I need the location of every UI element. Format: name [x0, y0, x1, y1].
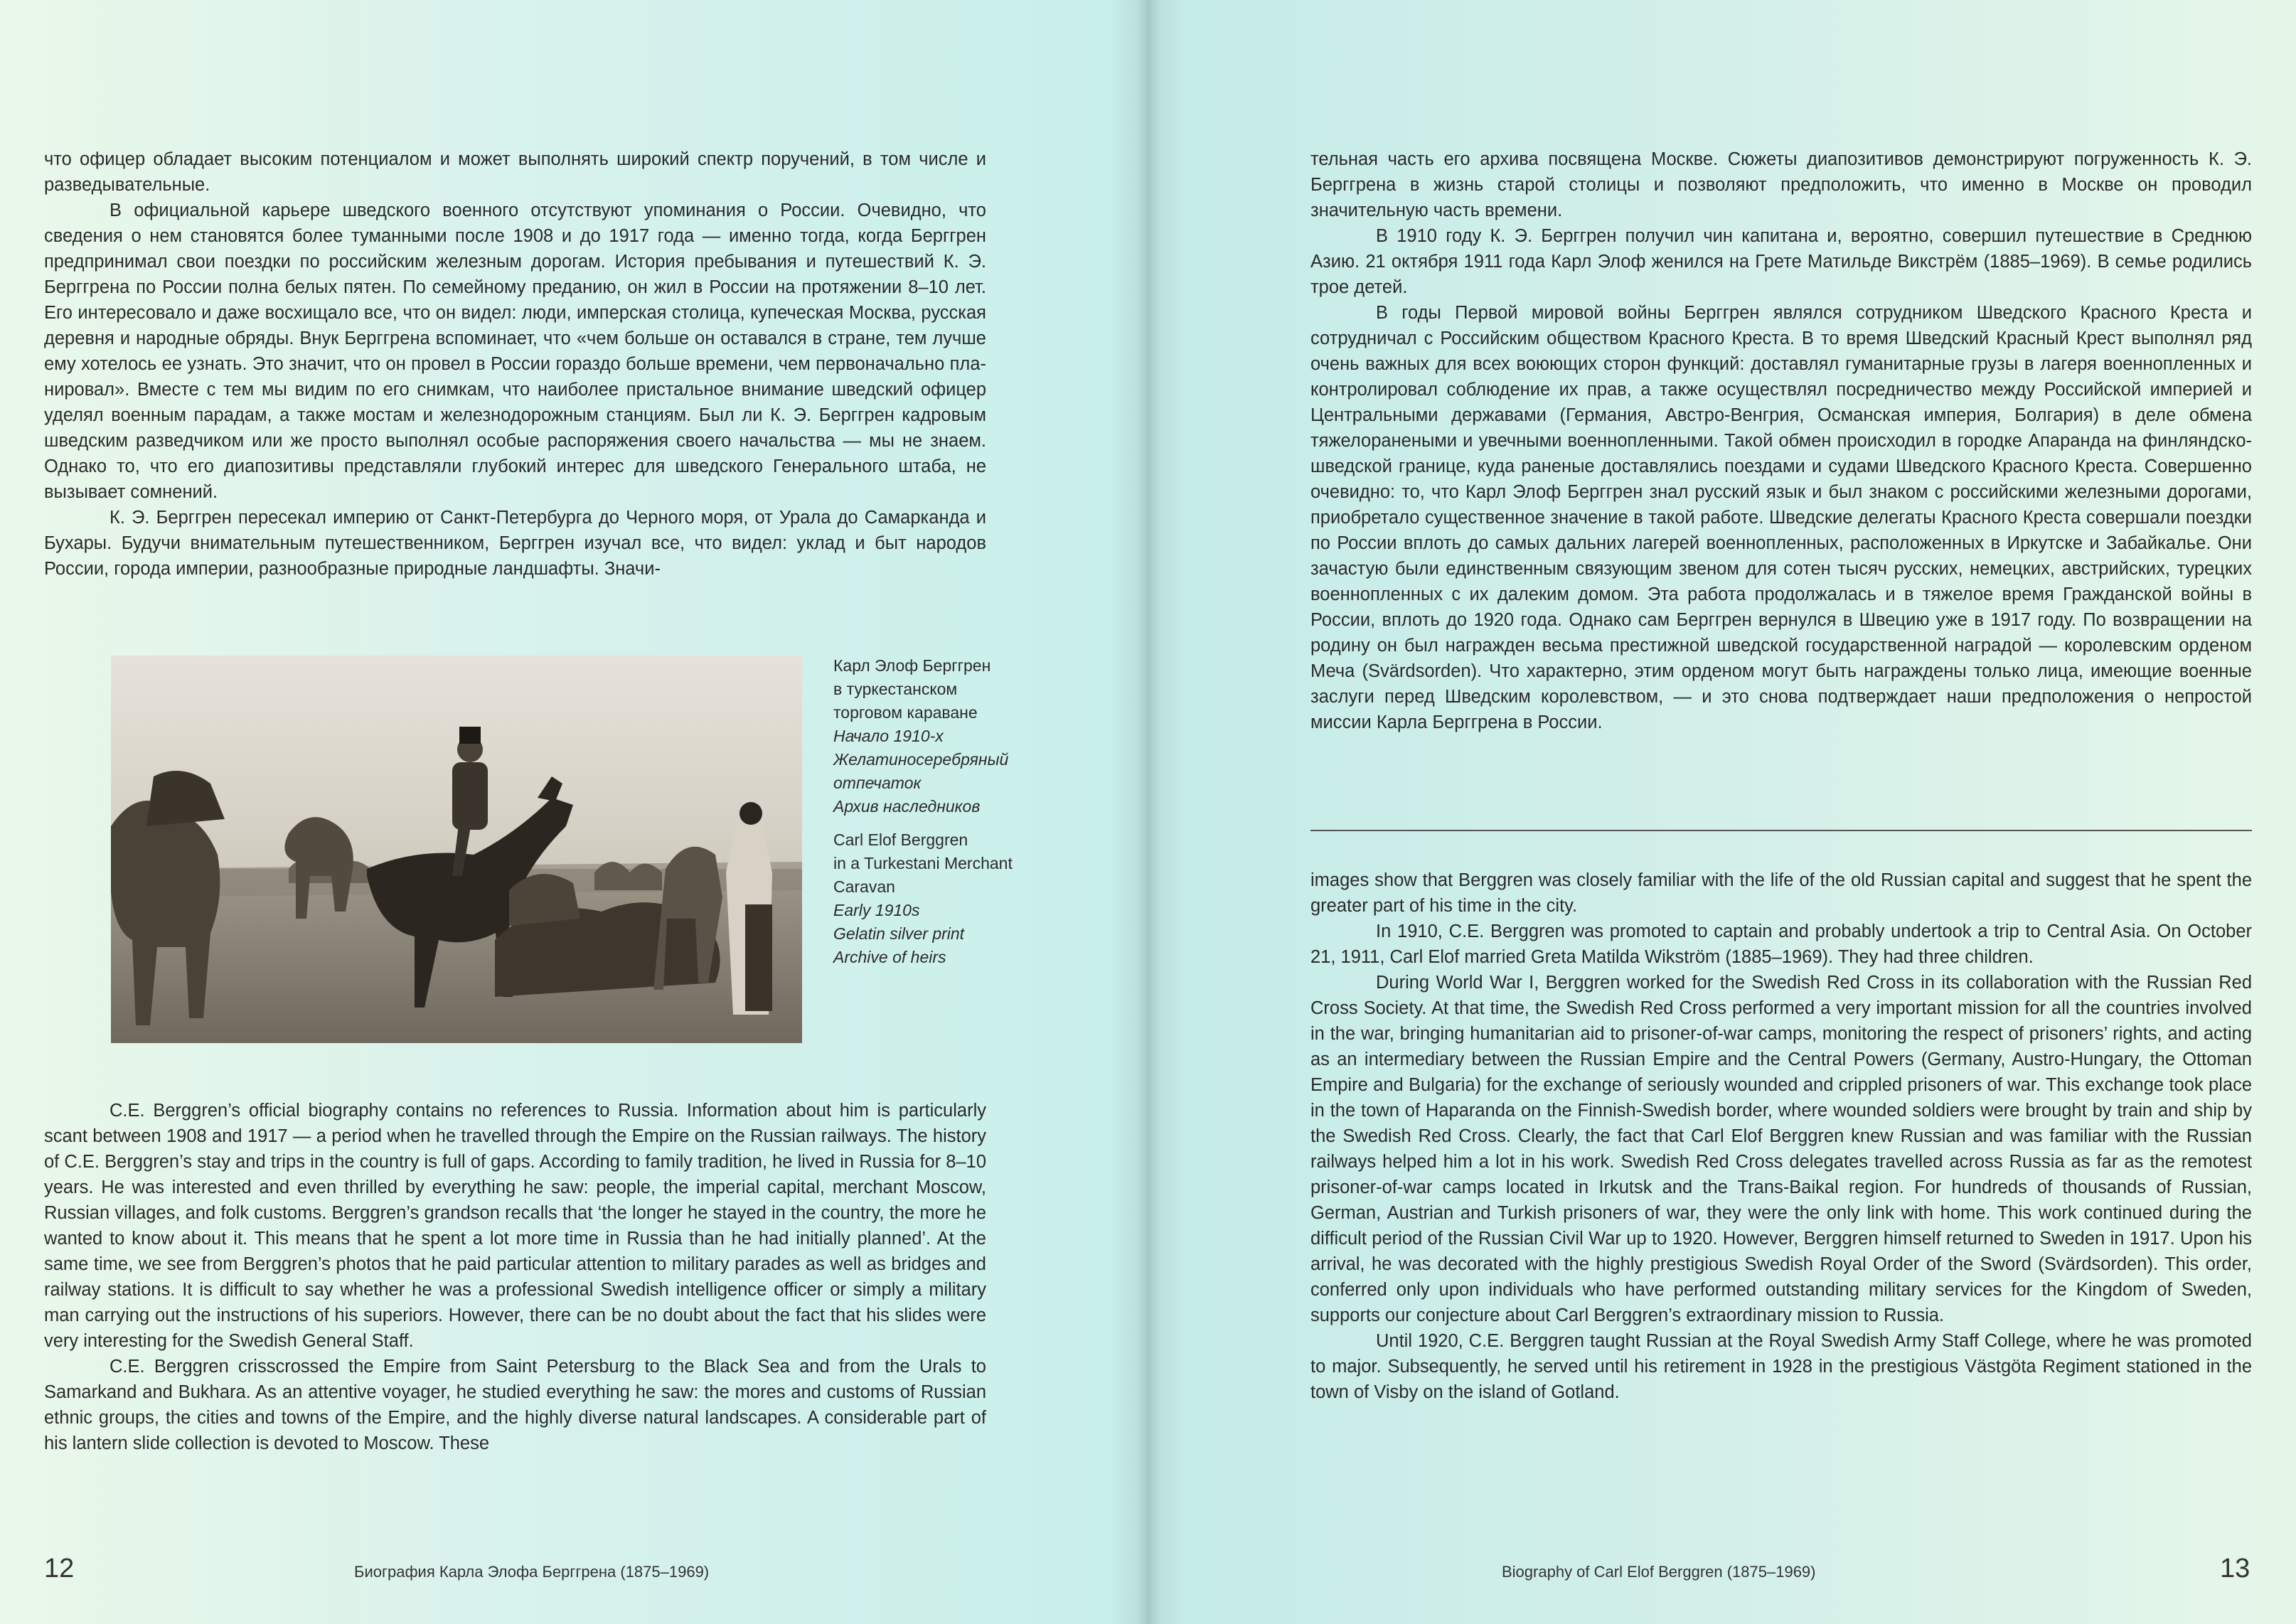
caption-ru-date: Начало 1910-х — [833, 727, 944, 745]
caption-ru-title-line: в туркестанском — [833, 680, 958, 698]
paragraph: C.E. Berggren’s official biography contains no references to Russia. Information about him is particularly scant between 1908 and 1917 — a period when he travelled through the Empire on the Russian railways. The history of C.E. Berggren’s stay and trips in the country is full of gaps. According to family tradition, he lived in Russia for 8–10 years. He was interested and even thrilled by everything he saw: people, the imperial capital, merchant Moscow, Russian villages, and folk customs. Berggren’s grandson recalls that ‘the longer he stayed in the country, the more he wanted to know about it. This means that he spent a lot more time in Russia than he had initially planned’. At the same time, we see from Berggren’s photos that he paid particular attention to military parades as well as bridges and railway stations. It is difficult to say whether he was a professional Swedish intelligence officer or simply a military man carrying out the instructions of his superiors. However, there can be no doubt about the fact that his slides were very interesting for the Swedish General Staff. — [44, 1101, 986, 1351]
left-english-text — [44, 1098, 986, 1456]
caravan-photo — [111, 656, 802, 1043]
caption-ru-title-line: торговом караване — [833, 703, 978, 722]
caption-ru-medium-line: отпечаток — [833, 774, 922, 792]
paragraph: что офицер обладает высоким потенциалом и может выполнять широкий спектр поручений, в том числе и разведывательные. — [44, 149, 986, 195]
book-gutter — [1109, 0, 1187, 1624]
caption-en-title-line: Carl Elof Berggren — [833, 830, 968, 849]
paragraph: During World War I, Berggren worked for the Swedish Red Cross in its collaboration with the Russian Red Cross Society. At that time, the Swedish Red Cross performed a very important mission for all the countries involved in the war, bringing humanitarian aid to prisoner-of-war camps, monitoring the respect of prisoners’ rights, and acting as an intermediary between the Russian Empire and the Central Powers (Germany, Austro-Hungary, the Ottoman Empire and Bulgaria) for the exchange of seriously wounded and crippled prisoners of war. This exchange took place in the town of Haparanda on the Finnish-Swedish border, where wounded soldiers were brought by train and ship by the Swedish Red Cross. Clearly, the fact that Carl Elof Berggren knew Russian and was familiar with the Russian railways helped him a lot in his work. Swedish Red Cross delegates travelled across Russia as far as the remotest prisoner-of-war camps located in Irkutsk and the Trans-Baikal region. For hundreds of thousands of Russian, German, Austrian and Turkish prisoners of war, they were the only link with home. This work continued during the difficult period of the Russian Civil War up to 1920. However, Berggren himself returned to Sweden in 1917. Upon his arrival, he was decorated with the highly prestigious Swedish Royal Order of the Sword (Svärdsorden). This order, conferred only upon individuals who have performed outstanding military services for the Kingdom of Sweden, supports our conjecture about Carl Berggren’s extraordinary mission to Russia. — [1310, 973, 2252, 1325]
paragraph: Until 1920, C.E. Berggren taught Russian at the Royal Swedish Army Staff College, where he was promoted to major. Subsequently, he served until his retirement in 1928 in the prestigious Västgöta Regiment stationed in the town of Visby on the island of Gotland. — [1310, 1331, 2252, 1402]
paragraph: In 1910, C.E. Berggren was promoted to captain and probably undertook a trip to Central Asia. On October 21, 1911, Carl Elof married Greta Matilda Wikström (1885–1969). They had three children. — [1310, 921, 2252, 967]
paragraph: C.E. Berggren crisscrossed the Empire from Saint Petersburg to the Black Sea and from the Urals to Samarkand and Bukhara. As an attentive voyager, he studied everything he saw: the mores and customs of Russian ethnic groups, the cities and towns of the Empire, and the highly diverse natural landscapes. A considerable part of his lantern slide collection is devoted to Moscow. These — [44, 1357, 986, 1453]
caption-en-medium: Gelatin silver print — [833, 924, 965, 943]
paragraph: В 1910 году К. Э. Берггрен получил чин капитана и, вероятно, совершил путешествие в Среднюю Азию. 21 октября 1911 года Карл Элоф женился на Грете Матильде Викстрём (1885–1969). В семье родились трое детей. — [1310, 226, 2252, 297]
paragraph: В годы Первой мировой войны Берггрен являлся сотрудником Шведского Красного Креста и сотрудничал с Российским обществом Красного Креста. В то время Шведский Красный Крест выполнял ряд очень важных для всех воюющих сторон функций: доставлял гуманитарные грузы в лагеря военнопленных и контролировал соблюдение их прав, а также осуществлял посредничество между Российской империей и Центральными державами (Германия, Австро-Венгрия, Османская империя, Болгария) в деле обмена тяжелоранеными и увечными военнопленными. Такой обмен происходил в городке Апаранда на финляндско-шведской границе, куда раненые доставлялись поездами и судами Шведского Красного Креста. Совершенно очевидно: то, что Карл Элоф Берггрен знал русский язык и был знаком с российскими железными дорогами, приобретало существенное значение в такой работе. Шведские делегаты Красного Креста совершали поездки по России вплоть до самых дальних лагерей военнопленных, расположенных в Иркутске и Забайкалье. Они зачастую были единственным связующим звеном для сотен тысяч русских, немецких, австрийских, турецких военнопленных с их далеким домом. Эта работа продолжалась и в тяжелое время Гражданской войны в России, вплоть до 1920 года. Однако сам Берггрен вернулся в Швецию уже в 1917 году. По возвращении на родину он был награжден весьма престижной шведской государственной наградой — королевским орденом Меча (Svärdsorden). Что характерно, этим орденом могут быть награждены только лица, имеющие военные заслуги перед Шведским королевством, — и это снова подтверждает наши предположения о непростой миссии Карла Берггрена в России. — [1310, 303, 2252, 732]
caption-ru-title-line: Карл Элоф Берггрен — [833, 656, 991, 675]
running-footer-left: Биография Карла Элофа Берггрена (1875–1969) — [354, 1563, 710, 1581]
caption-en-title-line: in a Turkestani Merchant — [833, 854, 1013, 872]
paragraph: К. Э. Берггрен пересекал империю от Санкт-Петербурга до Черного моря, от Урала до Самарканда и Бухары. Будучи внимательным путешественником, Берггрен изучал все, что видел: уклад и быт народов России, города империи, разнообразные природные ландшафты. Значи- — [44, 508, 986, 579]
caption-en-date: Early 1910s — [833, 901, 920, 919]
paragraph: тельная часть его архива посвящена Москве. Сюжеты диапозитивов демонстрируют погруженность К. Э. Берггрена в жизнь старой столицы и позволяют предположить, что именно в Москве он проводил значительную часть времени. — [1310, 149, 2252, 220]
section-divider — [1310, 830, 2252, 831]
caravan-photo-image — [111, 656, 802, 1043]
page-number-right: 13 — [2220, 1554, 2250, 1583]
running-footer-right: Biography of Carl Elof Berggren (1875–1969) — [1502, 1563, 1816, 1581]
caption-ru-medium-line: Желатиносеребряный — [833, 750, 1009, 769]
page-number-left: 12 — [44, 1554, 75, 1583]
left-russian-text — [44, 146, 986, 582]
caption-ru-archive: Архив наследников — [833, 797, 981, 816]
paragraph: В официальной карьере шведского военного отсутствуют упоминания о России. Очевидно, что сведения о нем становятся более туманными после 1908 и до 1917 года — именно тогда, когда Берггрен предпринимал свои поездки по российским железным дорогам. История пребывания и путешествий К. Э. Берггрена по России полна белых пятен. По семейному преданию, он жил в России на протяжении 8–10 лет. Его интересовало и даже восхищало все, что он видел: люди, имперская столица, купеческая Москва, русская деревня и народные обряды. Внук Берггрена вспоминает, что «чем больше он оставался в стране, тем лучше ему хотелось ее узнать. Это значит, что он провел в России гораздо больше времени, чем первоначально планировал». Вместе с тем мы видим по его снимкам, что наиболее пристальное внимание шведский офицер уделял военным парадам, а также мостам и железнодорожным станциям. Был ли К. Э. Берггрен кадровым шведским разведчиком или же просто выполнял особые распоряжения своего начальства — мы не знаем. Однако то, что его диапозитивы представляли глубокий интерес для шведского Генерального штаба, не вызывает сомнений. — [44, 201, 986, 502]
photo-caption — [833, 654, 1061, 969]
right-english-text — [1310, 867, 2252, 1405]
right-russian-text — [1310, 146, 2252, 735]
caption-en-title-line: Caravan — [833, 877, 895, 896]
caption-en-archive: Archive of heirs — [833, 948, 946, 966]
paragraph: images show that Berggren was closely familiar with the life of the old Russian capital and suggest that he spent the greater part of his time in the city. — [1310, 870, 2252, 916]
